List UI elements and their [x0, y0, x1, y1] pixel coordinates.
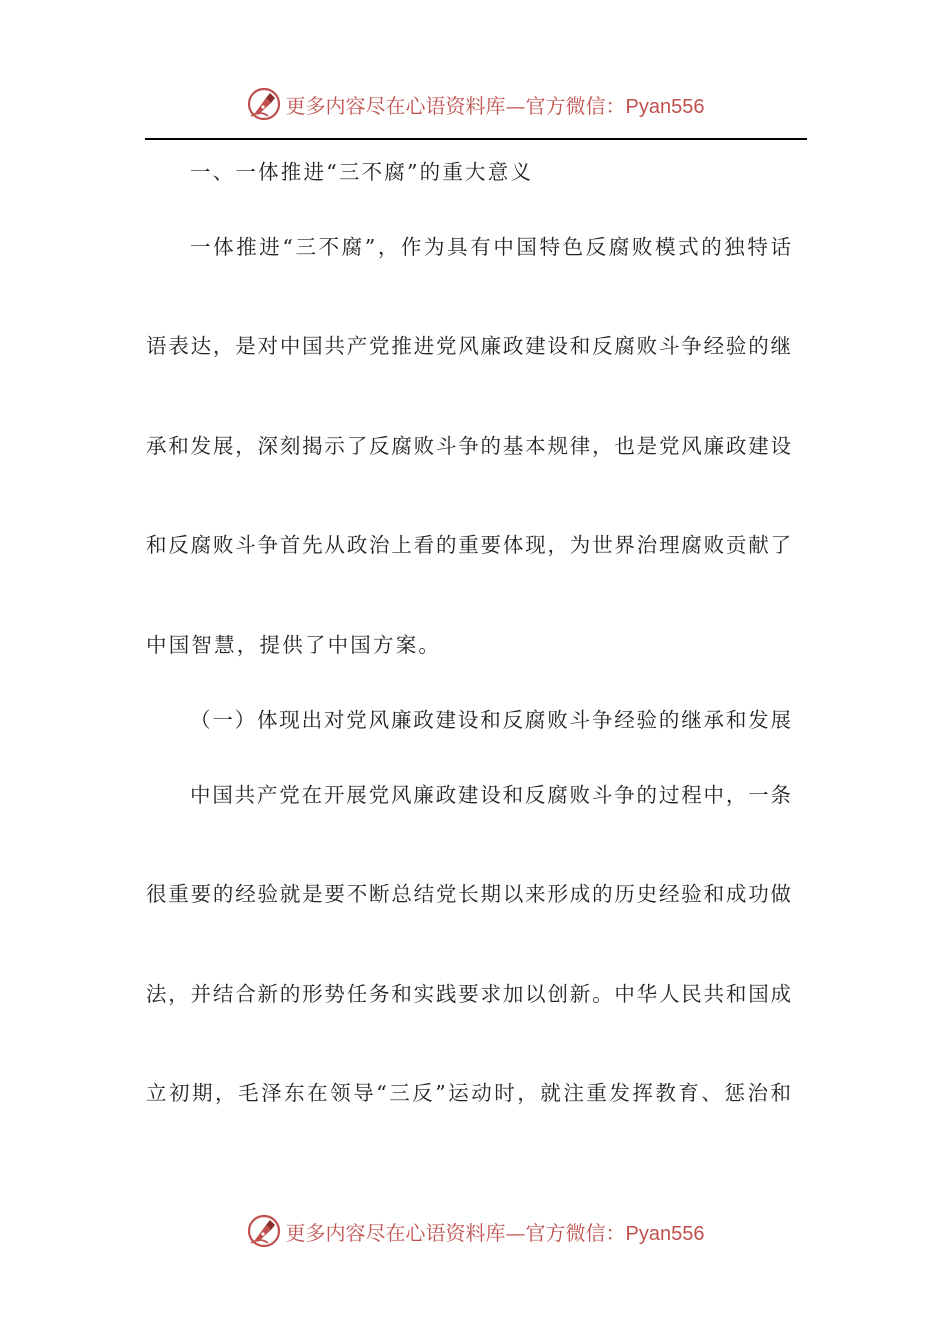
paragraph-1-line-3: 承和发展，深刻揭示了反腐败斗争的基本规律，也是党风廉政建设 [146, 434, 791, 458]
paragraph-2-line-1: 中国共产党在开展党风廉政建设和反腐败斗争的过程中，一条 [190, 783, 791, 807]
footer-banner [0, 1209, 950, 1253]
pen-nib-logo-icon [246, 86, 282, 122]
paragraph-1-line-2: 语表达，是对中国共产党推进党风廉政建设和反腐败斗争经验的继 [146, 334, 791, 358]
paragraph-1-line-4: 和反腐败斗争首先从政治上看的重要体现，为世界治理腐败贡献了 [146, 533, 791, 557]
paragraph-1-line-5: 中国智慧，提供了中国方案。 [146, 633, 442, 657]
footer-banner-text [286, 1217, 705, 1246]
header-banner-text [286, 90, 705, 119]
header-banner-wechat-id: Pyan556 [625, 95, 705, 118]
paragraph-2-line-3: 法，并结合新的形势任务和实践要求加以创新。中华人民共和国成 [146, 982, 791, 1006]
header-divider [145, 138, 807, 140]
paragraph-2-line-2: 很重要的经验就是要不断总结党长期以来形成的历史经验和成功做 [146, 882, 791, 906]
section-heading: 一、一体推进“三不腐”的重大意义 [190, 160, 534, 184]
paragraph-2-line-4: 立初期，毛泽东在领导“三反”运动时，就注重发挥教育、惩治和 [146, 1081, 791, 1105]
footer-banner-text-cn: 更多内容尽在心语资料库—官方微信： [285, 1220, 626, 1245]
footer-banner-wechat-id: Pyan556 [625, 1222, 705, 1245]
header-banner [0, 82, 950, 126]
pen-nib-logo-icon [246, 1213, 282, 1249]
subsection-heading: （一）体现出对党风廉政建设和反腐败斗争经验的继承和发展 [190, 708, 791, 732]
header-banner-text-cn: 更多内容尽在心语资料库—官方微信： [285, 93, 626, 118]
paragraph-1-line-1: 一体推进“三不腐”，作为具有中国特色反腐败模式的独特话 [190, 235, 791, 259]
